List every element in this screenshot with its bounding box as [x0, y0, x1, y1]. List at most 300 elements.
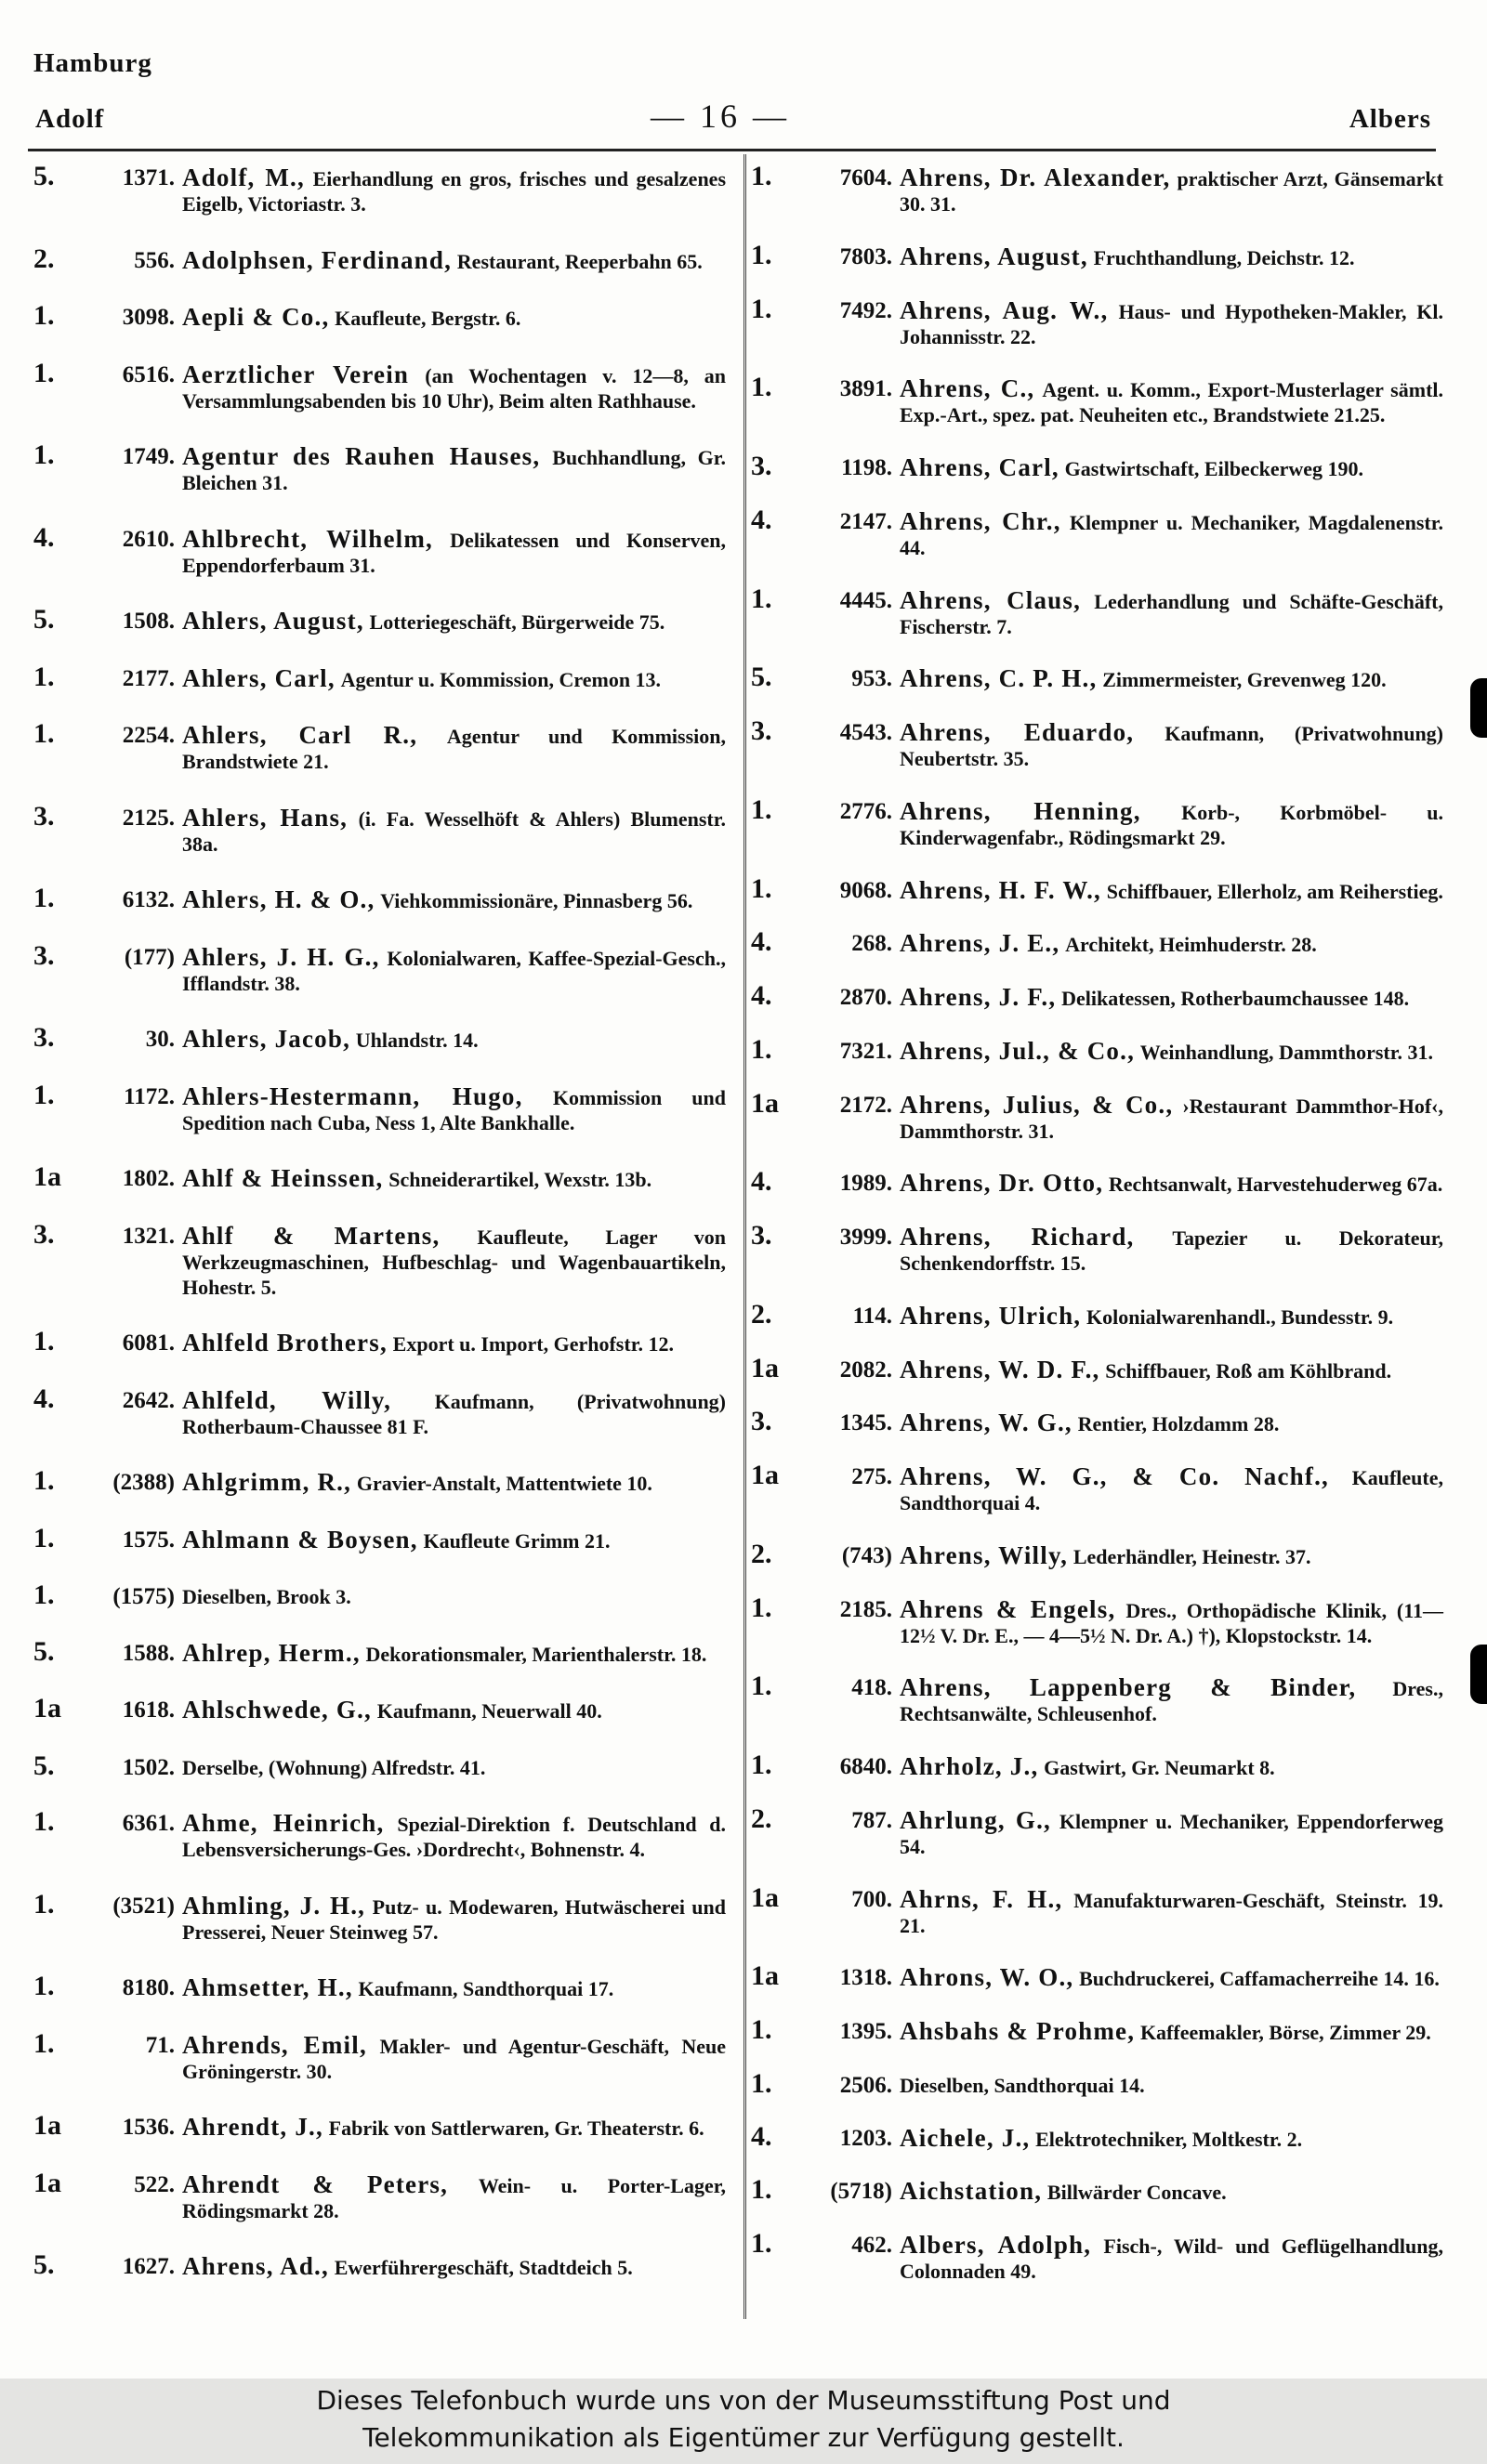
- phone-number: 1395.: [839, 2019, 892, 2044]
- subscriber-name: Ahlf & Martens,: [182, 1221, 441, 1250]
- class-number: 1.: [751, 372, 772, 403]
- phone-number: 2185.: [839, 1596, 892, 1622]
- subscriber-name: Ahlfeld Brothers,: [182, 1329, 388, 1357]
- subscriber-name: Ahrens, J. F.,: [900, 983, 1057, 1011]
- subscriber-name: Ahrens, Dr. Otto,: [900, 1169, 1104, 1198]
- phone-number: 8180.: [122, 1975, 175, 2001]
- phone-number: 787.: [851, 1807, 892, 1833]
- subscriber-name: Ahlers, August,: [182, 607, 364, 636]
- phone-number: 2506.: [839, 2072, 892, 2098]
- subscriber-details: Rechtsanwalt, Harvestehuderweg 67a.: [1108, 1173, 1443, 1197]
- phone-number: 1575.: [122, 1527, 175, 1553]
- phone-number: (1575): [112, 1584, 175, 1610]
- subscriber-details: Kolonialwarenhandl., Bundesstr. 9.: [1086, 1304, 1394, 1329]
- subscriber-name: Ahlers, H. & O.,: [182, 885, 375, 914]
- directory-entry: [33, 1522, 726, 1553]
- class-number: 1.: [33, 439, 55, 471]
- class-number: 1.: [33, 661, 55, 692]
- subscriber-name: Aichele, J.,: [900, 2123, 1031, 2152]
- subscriber-details: Lotteriegeschäft, Bürgerweide 75.: [369, 610, 665, 635]
- directory-entry: [751, 1592, 1443, 1648]
- directory-entry: [751, 2120, 1443, 2152]
- directory-entry: [751, 1220, 1444, 1276]
- class-number: 1.: [33, 718, 55, 750]
- phone-number: 71.: [145, 2032, 175, 2058]
- subscriber-details: Dieselben, Brook 3.: [182, 1585, 351, 1609]
- edge-tab-mark: [1470, 678, 1487, 738]
- subscriber-name: Ahrens, W. D. F.,: [900, 1355, 1100, 1383]
- subscriber-name: Ahlers, Jacob,: [182, 1025, 351, 1054]
- subscriber-details: Gravier-Anstalt, Mattentwiete 10.: [356, 1472, 652, 1496]
- phone-number: 6361.: [122, 1811, 175, 1837]
- directory-entry: [33, 1383, 726, 1439]
- subscriber-details: Kaufmann, Neuerwall 40.: [376, 1699, 602, 1723]
- phone-number: 1318.: [839, 1965, 892, 1991]
- phone-number: 3999.: [839, 1225, 892, 1250]
- subscriber-name: Ahrens, W. G.,: [900, 1409, 1072, 1437]
- subscriber-name: Ahrlung, G.,: [900, 1805, 1052, 1834]
- subscriber-details: Kolonialwaren, Kaffee-Spezial-Gesch., Ifflandstr. 38.: [182, 946, 726, 995]
- directory-entry: [33, 521, 726, 578]
- phone-number: 6132.: [122, 887, 175, 913]
- subscriber-name: Ahrens, Willy,: [900, 1540, 1069, 1569]
- class-number: 2.: [751, 1802, 772, 1834]
- phone-number: (743): [841, 1542, 892, 1568]
- class-number: 2.: [751, 1538, 772, 1569]
- directory-entry: [751, 372, 1444, 427]
- subscriber-details: Fabrik von Sattlerwaren, Gr. Theaterstr. 6.: [328, 2117, 704, 2141]
- subscriber-details: Kaufmann, (Privatwohnung) Neubertstr. 35.: [900, 722, 1444, 770]
- directory-entry: [751, 1352, 1443, 1383]
- subscriber-name: Ahrens, Eduardo,: [900, 718, 1135, 746]
- directory-entry: [751, 451, 1443, 481]
- phone-number: 4445.: [839, 587, 892, 613]
- class-number: 1a: [751, 1460, 779, 1490]
- phone-number: (5718): [830, 2179, 892, 2205]
- subscriber-details: Rentier, Holzdamm 28.: [1077, 1412, 1280, 1436]
- class-number: 4.: [751, 504, 772, 535]
- directory-entry: [751, 1750, 1443, 1780]
- class-number: 1.: [33, 1522, 55, 1553]
- city-heading: Hamburg: [33, 48, 152, 78]
- subscriber-name: Ahsbahs & Prohme,: [900, 2017, 1136, 2045]
- phone-number: (3521): [112, 1893, 175, 1919]
- subscriber-name: Ahlers, Carl,: [182, 663, 336, 692]
- class-number: 1.: [751, 1592, 772, 1623]
- class-number: 1a: [33, 2167, 61, 2198]
- phone-number: 1588.: [122, 1640, 175, 1666]
- subscriber-details: Kaufmann, Sandthorquai 17.: [358, 1977, 614, 2001]
- subscriber-details: Gastwirt, Gr. Neumarkt 8.: [1044, 1756, 1275, 1779]
- subscriber-name: Ahrholz, J.,: [900, 1752, 1039, 1780]
- phone-number: 1172.: [124, 1083, 175, 1109]
- class-number: 1.: [751, 583, 772, 614]
- directory-entry: [751, 793, 1443, 850]
- subscriber-details: Fruchthandlung, Deichstr. 12.: [1093, 245, 1355, 269]
- subscriber-name: Ahrens & Engels,: [900, 1594, 1116, 1623]
- phone-number: 1627.: [122, 2254, 175, 2280]
- subscriber-details: Derselbe, (Wohnung) Alfredstr. 41.: [182, 1755, 486, 1779]
- phone-number: 7321.: [839, 1038, 892, 1064]
- directory-entry: [751, 715, 1444, 771]
- class-number: 1a: [751, 1960, 779, 1992]
- class-number: 1.: [33, 1579, 55, 1611]
- subscriber-name: Aerztlicher Verein: [182, 360, 410, 388]
- subscriber-name: Aepli & Co.,: [182, 303, 330, 332]
- class-number: 1.: [33, 883, 55, 914]
- subscriber-name: Ahrens, Carl,: [900, 453, 1059, 481]
- subscriber-name: Ahlers-Hestermann, Hugo,: [182, 1081, 523, 1110]
- class-number: 1.: [751, 872, 772, 904]
- subscriber-details: Buchhandlung, Gr. Bleichen 31.: [182, 446, 726, 495]
- subscriber-details: Dieselben, Sandthorquai 14.: [900, 2073, 1145, 2097]
- directory-entry: [751, 1033, 1443, 1065]
- phone-number: 2776.: [839, 798, 892, 824]
- phone-number: (177): [124, 944, 175, 970]
- directory-entry: [33, 2167, 726, 2223]
- right-column: [751, 161, 1444, 2312]
- directory-entry: [751, 1881, 1444, 1938]
- class-number: 1.: [751, 293, 772, 324]
- directory-entry: [751, 1538, 1443, 1569]
- subscriber-details: Agentur und Kommission, Brandstwiete 21.: [182, 725, 726, 774]
- phone-number: 556.: [134, 247, 175, 273]
- directory-entry: [751, 293, 1444, 349]
- left-column: [33, 161, 727, 2312]
- subscriber-name: Ahrens, H. F. W.,: [900, 875, 1101, 904]
- subscriber-name: Ahlbrecht, Wilhelm,: [182, 524, 433, 553]
- subscriber-details: Schneiderartikel, Wexstr. 13b.: [388, 1168, 652, 1192]
- class-number: 3.: [33, 800, 55, 832]
- class-number: 2.: [33, 242, 55, 274]
- phone-number: (2388): [112, 1470, 175, 1496]
- subscriber-details: ›Restaurant Dammthor-Hof‹, Dammthorstr. 31.: [900, 1094, 1444, 1143]
- directory-entry: [751, 1166, 1443, 1198]
- phone-number: 2254.: [122, 723, 175, 749]
- directory-entry: [751, 1671, 1443, 1726]
- subscriber-name: Ahlers, Carl R.,: [182, 721, 418, 750]
- header-rule: [28, 149, 1436, 151]
- subscriber-details: Spezial-Direktion f. Deutschland d. Lebensversicherungs-Ges. ›Dordrecht‹, Bohnenstr. 4.: [182, 1813, 727, 1862]
- directory-entry: [751, 2067, 1443, 2099]
- class-number: 3.: [33, 1218, 55, 1250]
- phone-number: 2147.: [839, 508, 892, 534]
- subscriber-name: Ahrens, Ulrich,: [900, 1301, 1082, 1330]
- phone-number: 1321.: [122, 1223, 175, 1249]
- class-number: 1a: [751, 1087, 779, 1119]
- directory-entry: [751, 2014, 1443, 2045]
- directory-entry: [751, 2228, 1443, 2284]
- class-number: 4.: [751, 926, 772, 958]
- directory-entry: [33, 1579, 726, 1611]
- directory-entry: [751, 1406, 1443, 1437]
- subscriber-details: Kaufleute, Sandthorquai 4.: [900, 1466, 1443, 1514]
- directory-entry: [751, 583, 1443, 639]
- directory-entry: [33, 2249, 726, 2281]
- subscriber-details: Billwärder Concave.: [1046, 2181, 1227, 2205]
- directory-entry: [33, 1161, 726, 1193]
- phone-number: 2610.: [122, 526, 175, 552]
- directory-entry: [751, 161, 1443, 216]
- class-number: 4.: [751, 2120, 772, 2152]
- phone-number: 4543.: [839, 720, 892, 745]
- subscriber-name: Albers, Adolph,: [900, 2231, 1092, 2259]
- subscriber-name: Ahrens, Jul., & Co.,: [900, 1036, 1136, 1065]
- phone-number: 6081.: [122, 1330, 175, 1357]
- directory-entry: [33, 1693, 726, 1724]
- class-number: 1.: [33, 300, 55, 332]
- subscriber-details: Eierhandlung en gros, frisches und gesalzenes Eigelb, Victoriastr. 3.: [182, 167, 727, 216]
- subscriber-name: Ahrens, C.,: [900, 374, 1035, 403]
- class-number: 4.: [33, 521, 55, 553]
- directory-entry: [33, 1971, 726, 2002]
- subscriber-details: Ewerführergeschäft, Stadtdeich 5.: [334, 2256, 633, 2280]
- subscriber-details: Buchdruckerei, Caffamacherreihe 14. 16.: [1079, 1967, 1440, 1991]
- directory-entry: [33, 1218, 727, 1300]
- subscriber-details: Kaufmann, (Privatwohnung) Rotherbaum-Chaussee 81 F.: [182, 1389, 726, 1438]
- phone-number: 7492.: [839, 297, 892, 323]
- class-number: 5.: [751, 662, 772, 693]
- phone-number: 2177.: [122, 665, 175, 691]
- subscriber-name: Ahrendt, J.,: [182, 2113, 323, 2142]
- phone-number: 2172.: [839, 1092, 892, 1118]
- directory-entry: [751, 239, 1443, 270]
- subscriber-name: Ahrends, Emil,: [182, 2030, 367, 2059]
- subscriber-details: Dres., Rechtsanwälte, Schleusenhof.: [900, 1677, 1443, 1726]
- class-number: 3.: [33, 939, 55, 971]
- class-number: 1.: [33, 1806, 55, 1838]
- phone-number: 30.: [145, 1027, 175, 1053]
- subscriber-name: Ahrns, F. H.,: [900, 1884, 1063, 1913]
- column-divider: [744, 154, 746, 2319]
- class-number: 1.: [33, 357, 55, 388]
- directory-entry: [33, 357, 726, 413]
- subscriber-name: Adolphsen, Ferdinand,: [182, 245, 453, 274]
- subscriber-details: Agentur u. Kommission, Cremon 13.: [340, 667, 662, 691]
- phone-number: 7604.: [839, 165, 892, 190]
- phone-number: 6840.: [839, 1754, 892, 1779]
- subscriber-details: Schiffbauer, Ellerholz, am Reiherstieg.: [1106, 879, 1443, 903]
- subscriber-details: Korb-, Korbmöbel- u. Kinderwagenfabr., Rödingsmarkt 29.: [900, 800, 1443, 849]
- subscriber-details: Lederhändler, Heinestr. 37.: [1072, 1544, 1311, 1568]
- subscriber-details: Architekt, Heimhuderstr. 28.: [1065, 933, 1317, 957]
- phone-number: 418.: [851, 1675, 892, 1701]
- class-number: 4.: [33, 1383, 55, 1414]
- phone-number: 1198.: [841, 455, 892, 480]
- class-number: 5.: [33, 604, 55, 636]
- directory-entry: [33, 800, 726, 857]
- phone-number: 1345.: [839, 1410, 892, 1436]
- class-number: 3.: [33, 1022, 55, 1054]
- directory-entry: [751, 1087, 1444, 1144]
- class-number: 1.: [33, 1971, 55, 2002]
- subscriber-details: Fisch-, Wild- und Geflügelhandlung, Colonnaden 49.: [900, 2235, 1443, 2283]
- class-number: 1a: [751, 1352, 779, 1383]
- subscriber-details: Delikatessen und Konserven, Eppendorferbaum 31.: [182, 528, 726, 577]
- subscriber-name: Ahlers, Hans,: [182, 803, 349, 832]
- subscriber-name: Ahlers, J. H. G.,: [182, 942, 380, 971]
- subscriber-name: Ahrons, W. O.,: [900, 1963, 1074, 1992]
- phone-number: 9068.: [839, 877, 892, 903]
- directory-entry: [33, 1022, 726, 1054]
- subscriber-details: Kaufleute Grimm 21.: [423, 1528, 611, 1553]
- subscriber-name: Ahme, Heinrich,: [182, 1809, 385, 1838]
- subscriber-details: praktischer Arzt, Gänsemarkt 30. 31.: [900, 167, 1443, 216]
- directory-entry: [751, 1802, 1443, 1859]
- subscriber-name: Ahrendt & Peters,: [182, 2169, 449, 2198]
- subscriber-name: Aichstation,: [900, 2177, 1043, 2206]
- phone-number: 6516.: [122, 361, 175, 387]
- class-number: 1.: [751, 1671, 772, 1702]
- phone-number: 275.: [851, 1464, 892, 1489]
- directory-entry: [751, 872, 1443, 904]
- subscriber-details: Kaufleute, Lager von Werkzeugmaschinen, Hufbeschlag- und Wagenbauartikeln, Hohestr. 5.: [182, 1225, 727, 1299]
- phone-number: 2642.: [122, 1387, 175, 1413]
- subscriber-details: Tapezier u. Dekorateur, Schenkendorffstr. 15.: [900, 1226, 1444, 1275]
- subscriber-name: Adolf, M.,: [182, 164, 305, 191]
- subscriber-name: Ahrens, Ad.,: [182, 2252, 329, 2281]
- directory-entry: [33, 604, 726, 636]
- class-number: 1.: [751, 2067, 772, 2099]
- directory-entry: [751, 1460, 1443, 1515]
- class-number: 3.: [751, 1406, 772, 1437]
- phone-number: 1502.: [122, 1754, 175, 1780]
- subscriber-details: Lederhandlung und Schäfte-Geschäft, Fischerstr. 7.: [900, 589, 1443, 638]
- edge-tab-mark: [1470, 1645, 1487, 1704]
- class-number: 1a: [33, 1161, 61, 1193]
- directory-entry: [751, 2174, 1443, 2206]
- directory-entry: [33, 1635, 726, 1667]
- subscriber-details: Weinhandlung, Dammthorstr. 31.: [1139, 1040, 1433, 1064]
- class-number: 1.: [751, 2228, 772, 2259]
- subscriber-name: Ahrens, Richard,: [900, 1223, 1135, 1251]
- directory-entry: [33, 718, 726, 774]
- directory-entry: [33, 2027, 726, 2084]
- class-number: 1a: [33, 1693, 61, 1724]
- subscriber-details: Putz- u. Modewaren, Hutwäscherei und Presserei, Neuer Steinweg 57.: [182, 1894, 727, 1944]
- subscriber-name: Ahmling, J. H.,: [182, 1891, 366, 1920]
- subscriber-details: Viehkommissionäre, Pinnasberg 56.: [380, 889, 693, 913]
- subscriber-details: Kommission und Spedition nach Cuba, Ness 1, Alte Bankhalle.: [182, 1085, 726, 1134]
- directory-entry: [751, 1960, 1443, 1992]
- subscriber-details: Dekorationsmaler, Marienthalerstr. 18.: [365, 1642, 707, 1666]
- class-number: 1.: [751, 2014, 772, 2045]
- subscriber-details: Gastwirtschaft, Eilbeckerweg 190.: [1064, 457, 1363, 480]
- phone-number: 2082.: [839, 1357, 892, 1383]
- phone-number: 1508.: [122, 609, 175, 635]
- phone-number: 268.: [851, 931, 892, 957]
- class-number: 1.: [33, 1465, 55, 1497]
- subscriber-name: Ahlfeld, Willy,: [182, 1385, 392, 1414]
- phone-number: 114.: [852, 1303, 892, 1329]
- subscriber-name: Ahrens, W. G., & Co. Nachf.,: [900, 1462, 1329, 1490]
- subscriber-details: Klempner u. Mechaniker, Magdalenenstr. 44.: [900, 510, 1443, 559]
- directory-entry: [751, 980, 1443, 1011]
- subscriber-name: Ahrens, Lappenberg & Binder,: [900, 1673, 1357, 1702]
- directory-entry: [33, 1806, 727, 1862]
- subscriber-name: Ahmsetter, H.,: [182, 1973, 353, 2002]
- subscriber-details: Restaurant, Reeperbahn 65.: [456, 249, 703, 273]
- directory-entry: [33, 661, 726, 692]
- subscriber-name: Ahrens, Henning,: [900, 796, 1141, 825]
- class-number: 1.: [33, 1326, 55, 1357]
- subscriber-details: Agent. u. Komm., Export-Musterlager sämtl. Exp.-Art., spez. pat. Neuheiten etc., Brandstwiete 21.25.: [900, 378, 1444, 427]
- class-number: 4.: [751, 1166, 772, 1198]
- subscriber-details: Haus- und Hypotheken-Makler, Kl. Johannisstr. 22.: [900, 299, 1444, 348]
- directory-entry: [33, 1465, 726, 1497]
- subscriber-details: Klempner u. Mechaniker, Eppendorferweg 54.: [900, 1809, 1443, 1858]
- subscriber-details: Kaffeemakler, Börse, Zimmer 29.: [1139, 2021, 1431, 2044]
- directory-entry: [751, 926, 1443, 958]
- phone-number: 7803.: [839, 243, 892, 269]
- class-number: 1.: [751, 793, 772, 825]
- directory-entry: [33, 2110, 726, 2142]
- subscriber-name: Ahrens, Julius, & Co.,: [900, 1090, 1174, 1119]
- directory-entry: [751, 504, 1443, 560]
- phone-number: 700.: [851, 1886, 892, 1912]
- page-number: — 16 —: [651, 98, 790, 135]
- phone-number: 522.: [134, 2171, 175, 2197]
- subscriber-name: Agentur des Rauhen Hauses,: [182, 442, 541, 471]
- class-number: 3.: [751, 451, 772, 481]
- directory-entry: [33, 1326, 726, 1357]
- subscriber-name: Ahlrep, Herm.,: [182, 1638, 361, 1667]
- directory-entry: [33, 242, 726, 274]
- subscriber-details: Delikatessen, Rotherbaumchaussee 148.: [1061, 987, 1410, 1010]
- class-number: 1.: [751, 161, 772, 191]
- phone-number: 1203.: [839, 2125, 892, 2151]
- phone-number: 2870.: [839, 985, 892, 1010]
- subscriber-details: Manufakturwaren-Geschäft, Steinstr. 19. 21.: [900, 1888, 1444, 1937]
- subscriber-name: Ahrens, August,: [900, 242, 1088, 270]
- subscriber-details: Wein- u. Porter-Lager, Rödingsmarkt 28.: [182, 2173, 726, 2222]
- phone-number: 3098.: [122, 305, 175, 331]
- class-number: 1.: [751, 239, 772, 270]
- subscriber-name: Ahlschwede, G.,: [182, 1696, 373, 1724]
- class-number: 1.: [751, 1033, 772, 1065]
- phone-number: 3891.: [839, 376, 892, 402]
- directory-entry: [33, 439, 726, 495]
- subscriber-details: Zimmermeister, Grevenweg 120.: [1102, 668, 1387, 692]
- class-number: 1a: [33, 2110, 61, 2142]
- directory-entry: [33, 1888, 727, 1945]
- subscriber-details: Elektrotechniker, Moltkestr. 2.: [1035, 2127, 1303, 2151]
- subscriber-details: Kaufleute, Bergstr. 6.: [335, 307, 521, 331]
- subscriber-details: Makler- und Agentur-Geschäft, Neue Gröningerstr. 30.: [182, 2034, 726, 2083]
- subscriber-details: Uhlandstr. 14.: [355, 1029, 479, 1053]
- class-number: 3.: [751, 1220, 772, 1251]
- phone-number: 1802.: [122, 1166, 175, 1192]
- class-number: 1a: [751, 1881, 779, 1913]
- subscriber-name: Ahrens, Aug. W.,: [900, 295, 1109, 324]
- class-number: 1.: [751, 2174, 772, 2206]
- left-guide-word: Adolf: [35, 104, 105, 134]
- directory-entry: [751, 1298, 1443, 1330]
- directory-entry: [33, 300, 726, 332]
- class-number: 3.: [751, 715, 772, 746]
- phone-number: 1989.: [839, 1171, 892, 1197]
- class-number: 1.: [751, 1750, 772, 1780]
- phone-number: 462.: [851, 2233, 892, 2258]
- directory-entry: [33, 1079, 726, 1135]
- subscriber-details: Dres., Orthopädische Klinik, (11—12½ V. Dr. E., — 4—5½ N. Dr. A.) †), Klopstockstr. 14.: [900, 1598, 1443, 1647]
- class-number: 1.: [33, 1888, 55, 1920]
- subscriber-details: Schiffbauer, Roß am Köhlbrand.: [1105, 1358, 1392, 1383]
- subscriber-name: Ahrens, J. E.,: [900, 929, 1060, 958]
- subscriber-name: Ahrens, C. P. H.,: [900, 664, 1098, 693]
- directory-entry: [751, 662, 1443, 693]
- footer-line-1: Dieses Telefonbuch wurde uns von der Museumsstiftung Post und: [316, 2385, 1171, 2416]
